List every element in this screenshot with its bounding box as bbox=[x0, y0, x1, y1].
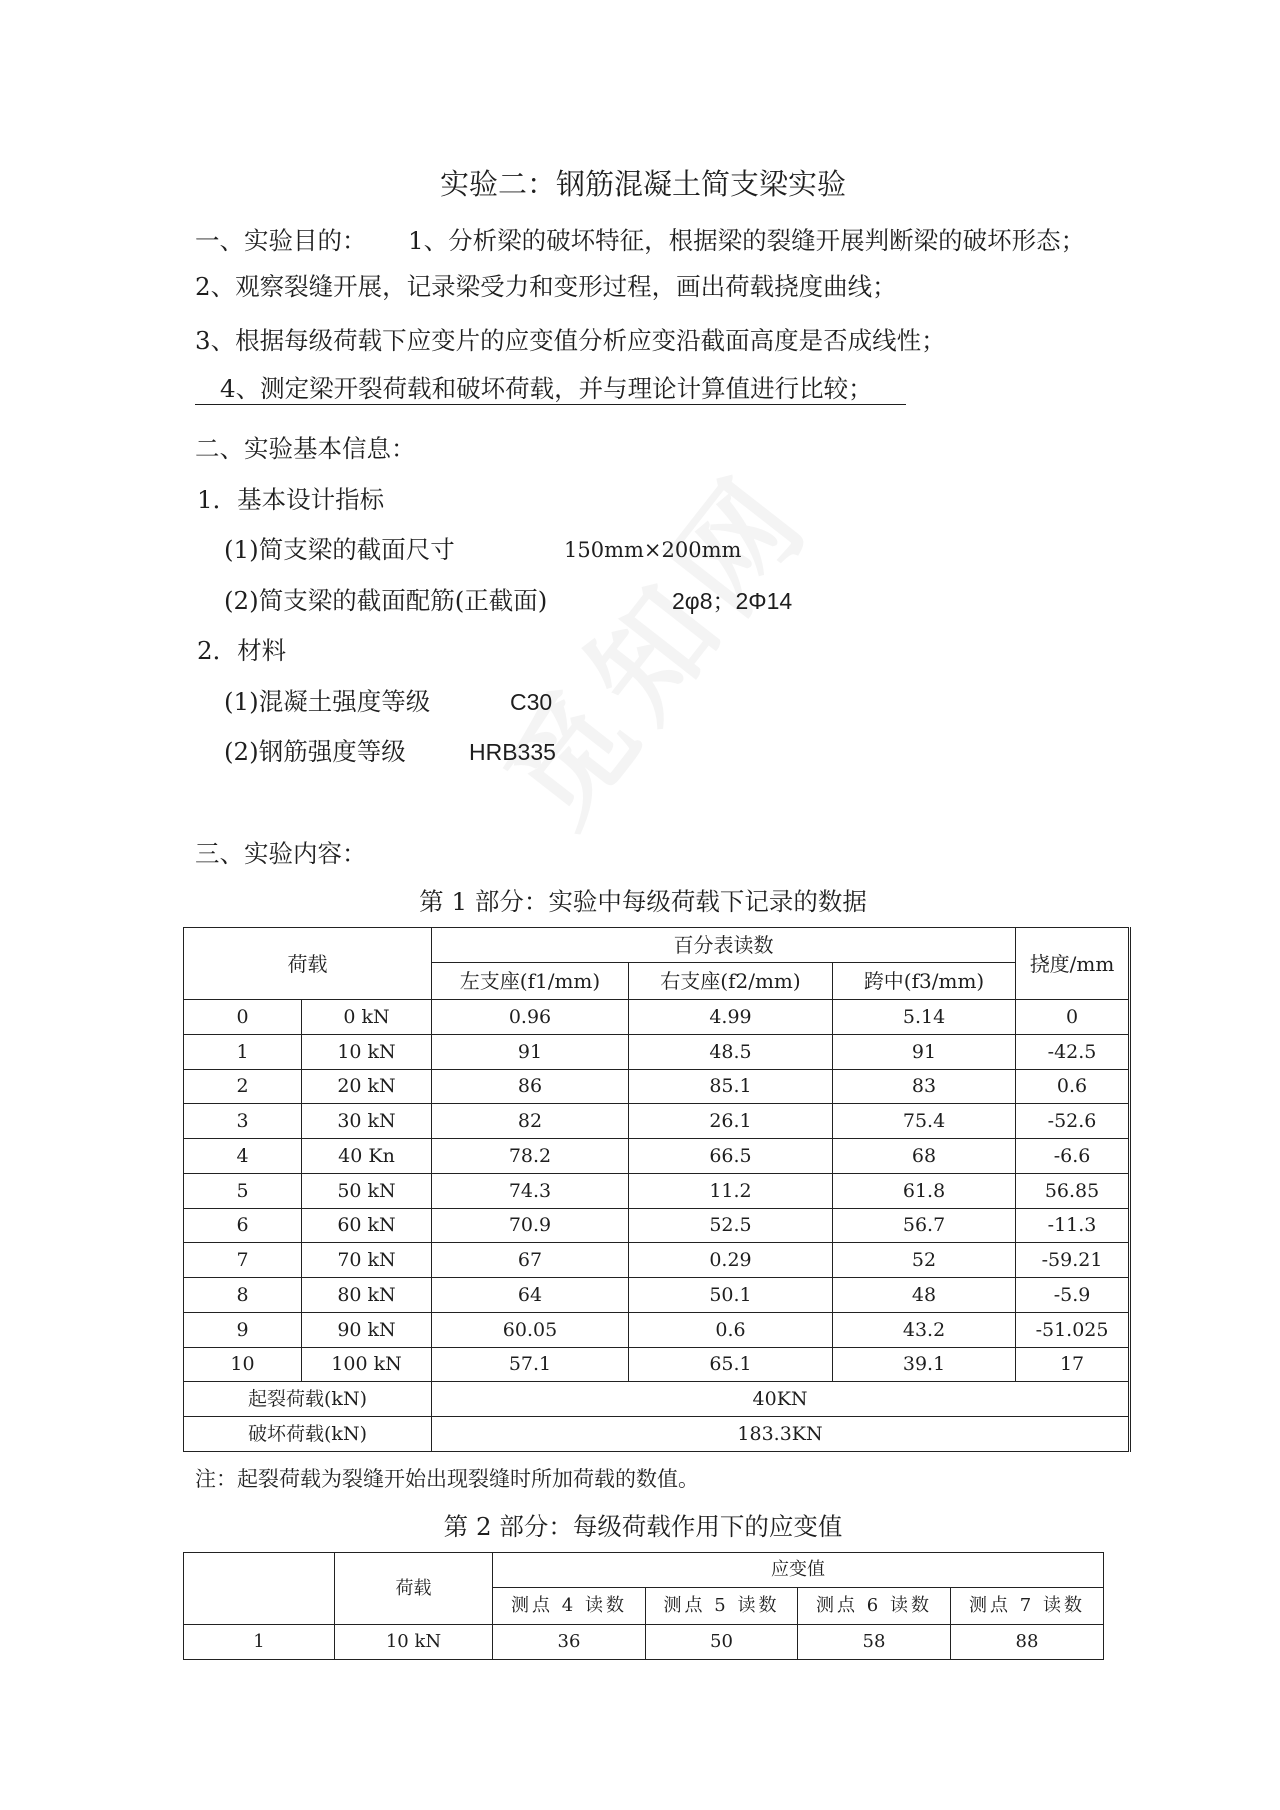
load-cell: 10 kN bbox=[335, 1625, 493, 1660]
header-strain: 应变值 bbox=[493, 1553, 1104, 1588]
table-row bbox=[184, 1069, 1130, 1104]
concrete-grade-value: C30 bbox=[510, 689, 553, 715]
deflection-cell: -42.5 bbox=[1016, 1034, 1130, 1069]
reinforcement-value: 2φ8；2Φ14 bbox=[672, 588, 793, 614]
right-support-cell: 0.29 bbox=[629, 1243, 833, 1278]
table-row bbox=[184, 1000, 1130, 1035]
part1-caption: 第 1 部分：实验中每级荷载下记录的数据 bbox=[419, 887, 867, 916]
left-support-cell: 82 bbox=[432, 1104, 629, 1139]
mid-span-cell: 5.14 bbox=[833, 1000, 1016, 1035]
header-point-6: 测点 6 读数 bbox=[798, 1588, 951, 1625]
table-note: 注：起裂荷载为裂缝开始出现裂缝时所加荷载的数值。 bbox=[195, 1467, 699, 1491]
mid-span-cell: 83 bbox=[833, 1069, 1016, 1104]
right-support-cell: 52.5 bbox=[629, 1208, 833, 1243]
header-load: 荷载 bbox=[184, 928, 432, 1000]
load-cell: 10 kN bbox=[302, 1034, 432, 1069]
header-point-4: 测点 4 读数 bbox=[493, 1588, 646, 1625]
table-row bbox=[184, 1034, 1130, 1069]
load-cell: 100 kN bbox=[302, 1347, 432, 1382]
failure-load-row bbox=[184, 1417, 1130, 1452]
table-header-row bbox=[184, 1553, 1104, 1588]
right-support-cell: 50.1 bbox=[629, 1278, 833, 1313]
right-support-cell: 4.99 bbox=[629, 1000, 833, 1035]
table-row bbox=[184, 1312, 1130, 1347]
crack-load-label: 起裂荷载(kN) bbox=[184, 1382, 432, 1417]
part2-caption: 第 2 部分：每级荷载作用下的应变值 bbox=[443, 1512, 843, 1541]
row-index-cell: 6 bbox=[184, 1208, 302, 1243]
left-support-cell: 78.2 bbox=[432, 1139, 629, 1174]
section-size-label: (1)简支梁的截面尺寸 bbox=[224, 535, 455, 564]
table-row bbox=[184, 1173, 1130, 1208]
deflection-cell: 0 bbox=[1016, 1000, 1130, 1035]
concrete-grade-label: (1)混凝土强度等级 bbox=[224, 687, 431, 716]
purpose-item-3: 3、根据每级荷载下应变片的应变值分析应变沿截面高度是否成线性； bbox=[195, 326, 946, 355]
mid-span-cell: 61.8 bbox=[833, 1173, 1016, 1208]
header-load: 荷载 bbox=[335, 1553, 493, 1625]
purpose-label: 一、实验目的： bbox=[195, 226, 367, 255]
deflection-cell: 56.85 bbox=[1016, 1173, 1130, 1208]
purpose-item-1: 1、分析梁的破坏特征，根据梁的裂缝开展判断梁的破坏形态； bbox=[408, 226, 1086, 255]
table-row bbox=[184, 1104, 1130, 1139]
deflection-cell: -59.21 bbox=[1016, 1243, 1130, 1278]
load-cell: 90 kN bbox=[302, 1312, 432, 1347]
left-support-cell: 91 bbox=[432, 1034, 629, 1069]
point-5-reading: 50 bbox=[646, 1625, 798, 1660]
point-6-reading: 58 bbox=[798, 1625, 951, 1660]
mid-span-cell: 91 bbox=[833, 1034, 1016, 1069]
table-row bbox=[184, 1243, 1130, 1278]
steel-grade-value: HRB335 bbox=[469, 739, 556, 765]
watermark bbox=[483, 447, 838, 850]
steel-grade-label: (2)钢筋强度等级 bbox=[224, 737, 406, 766]
deflection-cell: -6.6 bbox=[1016, 1139, 1130, 1174]
right-support-cell: 0.6 bbox=[629, 1312, 833, 1347]
left-support-cell: 86 bbox=[432, 1069, 629, 1104]
mid-span-cell: 75.4 bbox=[833, 1104, 1016, 1139]
left-support-cell: 0.96 bbox=[432, 1000, 629, 1035]
load-cell: 40 Kn bbox=[302, 1139, 432, 1174]
left-support-cell: 64 bbox=[432, 1278, 629, 1313]
load-cell: 70 kN bbox=[302, 1243, 432, 1278]
header-mid-span: 跨中(f3/mm) bbox=[833, 963, 1016, 1000]
deflection-cell: 17 bbox=[1016, 1347, 1130, 1382]
table-header-row bbox=[184, 928, 1130, 963]
section-size-value: 150mm×200mm bbox=[564, 538, 742, 562]
empty-header-cell bbox=[184, 1553, 335, 1625]
row-index-cell: 10 bbox=[184, 1347, 302, 1382]
load-cell: 60 kN bbox=[302, 1208, 432, 1243]
mid-span-cell: 43.2 bbox=[833, 1312, 1016, 1347]
load-cell: 50 kN bbox=[302, 1173, 432, 1208]
left-support-cell: 67 bbox=[432, 1243, 629, 1278]
row-index-cell: 2 bbox=[184, 1069, 302, 1104]
right-support-cell: 85.1 bbox=[629, 1069, 833, 1104]
right-support-cell: 65.1 bbox=[629, 1347, 833, 1382]
load-cell: 20 kN bbox=[302, 1069, 432, 1104]
point-7-reading: 88 bbox=[951, 1625, 1104, 1660]
deflection-cell: 0.6 bbox=[1016, 1069, 1130, 1104]
load-data-table bbox=[183, 927, 1131, 1452]
left-support-cell: 74.3 bbox=[432, 1173, 629, 1208]
crack-load-value: 40KN bbox=[432, 1382, 1130, 1417]
table-row bbox=[184, 1625, 1104, 1660]
load-cell: 0 kN bbox=[302, 1000, 432, 1035]
load-cell: 80 kN bbox=[302, 1278, 432, 1313]
underline-divider bbox=[195, 404, 906, 405]
header-point-7: 测点 7 读数 bbox=[951, 1588, 1104, 1625]
row-index-cell: 1 bbox=[184, 1034, 302, 1069]
left-support-cell: 57.1 bbox=[432, 1347, 629, 1382]
row-index-cell: 0 bbox=[184, 1000, 302, 1035]
load-cell: 30 kN bbox=[302, 1104, 432, 1139]
mid-span-cell: 39.1 bbox=[833, 1347, 1016, 1382]
deflection-cell: -11.3 bbox=[1016, 1208, 1130, 1243]
failure-load-value: 183.3KN bbox=[432, 1417, 1130, 1452]
row-index-cell: 8 bbox=[184, 1278, 302, 1313]
row-index-cell: 7 bbox=[184, 1243, 302, 1278]
right-support-cell: 11.2 bbox=[629, 1173, 833, 1208]
purpose-item-4: 4、测定梁开裂荷载和破坏荷载，并与理论计算值进行比较； bbox=[220, 374, 873, 403]
right-support-cell: 26.1 bbox=[629, 1104, 833, 1139]
table-row bbox=[184, 1139, 1130, 1174]
table-row bbox=[184, 1278, 1130, 1313]
strain-table bbox=[183, 1552, 1104, 1660]
mid-span-cell: 56.7 bbox=[833, 1208, 1016, 1243]
document-title: 实验二：钢筋混凝土简支梁实验 bbox=[439, 167, 846, 201]
row-index-cell: 4 bbox=[184, 1139, 302, 1174]
basic-info-heading: 二、实验基本信息： bbox=[195, 434, 416, 463]
mid-span-cell: 48 bbox=[833, 1278, 1016, 1313]
mid-span-cell: 52 bbox=[833, 1243, 1016, 1278]
deflection-cell: -5.9 bbox=[1016, 1278, 1130, 1313]
header-point-5: 测点 5 读数 bbox=[646, 1588, 798, 1625]
row-index-cell: 1 bbox=[184, 1625, 335, 1660]
crack-load-row bbox=[184, 1382, 1130, 1417]
mid-span-cell: 68 bbox=[833, 1139, 1016, 1174]
left-support-cell: 70.9 bbox=[432, 1208, 629, 1243]
design-heading: 1．基本设计指标 bbox=[197, 485, 385, 514]
header-left-support: 左支座(f1/mm) bbox=[432, 963, 629, 1000]
row-index-cell: 5 bbox=[184, 1173, 302, 1208]
deflection-cell: -51.025 bbox=[1016, 1312, 1130, 1347]
point-4-reading: 36 bbox=[493, 1625, 646, 1660]
table-row bbox=[184, 1208, 1130, 1243]
purpose-item-2: 2、观察裂缝开展，记录梁受力和变形过程，画出荷载挠度曲线； bbox=[195, 272, 897, 301]
deflection-cell: -52.6 bbox=[1016, 1104, 1130, 1139]
reinforcement-label: (2)简支梁的截面配筋(正截面) bbox=[224, 586, 548, 615]
materials-heading: 2．材料 bbox=[197, 636, 287, 665]
failure-load-label: 破坏荷载(kN) bbox=[184, 1417, 432, 1452]
row-index-cell: 9 bbox=[184, 1312, 302, 1347]
left-support-cell: 60.05 bbox=[432, 1312, 629, 1347]
content-heading: 三、实验内容： bbox=[195, 839, 367, 868]
table-row bbox=[184, 1347, 1130, 1382]
row-index-cell: 3 bbox=[184, 1104, 302, 1139]
header-deflection: 挠度/mm bbox=[1016, 928, 1130, 1000]
right-support-cell: 48.5 bbox=[629, 1034, 833, 1069]
header-dial-gauge: 百分表读数 bbox=[432, 928, 1016, 963]
right-support-cell: 66.5 bbox=[629, 1139, 833, 1174]
header-right-support: 右支座(f2/mm) bbox=[629, 963, 833, 1000]
